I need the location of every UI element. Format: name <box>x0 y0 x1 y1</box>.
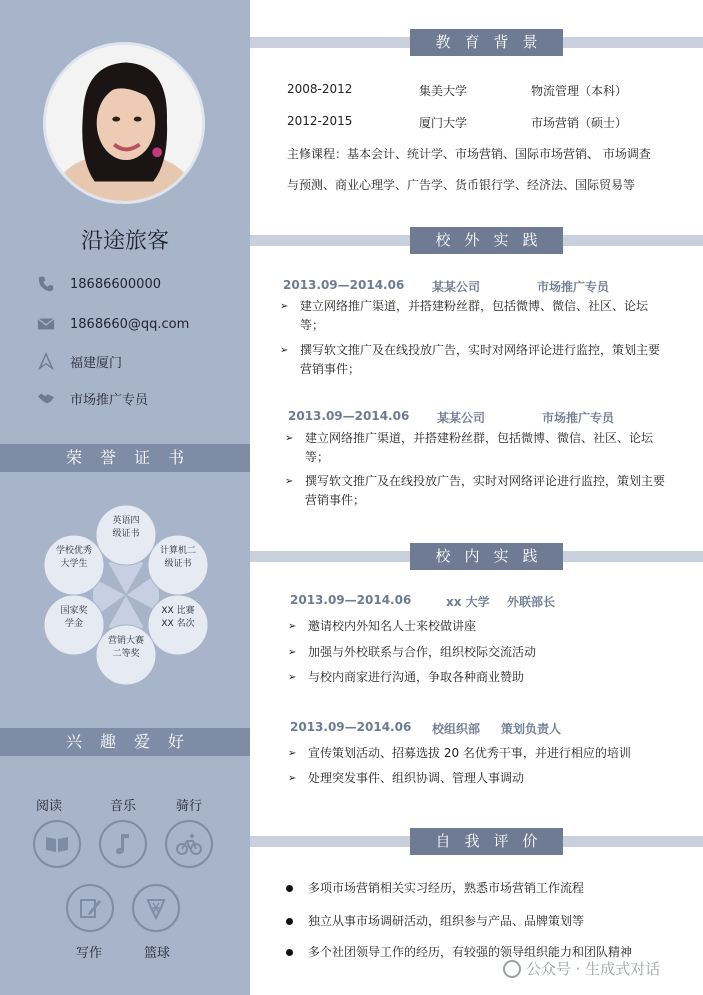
contact-email <box>36 313 189 335</box>
basketball-icon <box>132 884 180 932</box>
cert-scholarship: 国家奖 学金 <box>60 606 88 629</box>
dot-bullet-icon <box>286 885 293 892</box>
mail-icon <box>36 314 56 334</box>
self-item-3: 多个社团领导工作的经历，有较强的领导组织能力和团队精神 <box>308 943 688 962</box>
profile-photo <box>43 42 205 204</box>
hobby-music-label: 音乐 <box>109 799 136 814</box>
edu-school-1: 集美大学 <box>419 84 468 98</box>
arrow-bullet-icon: ➢ <box>285 433 294 444</box>
ext-2-item-1: ➢ 建立网络推广渠道，并搭建粉丝群，包括微博、微信、社区、论坛 等； <box>285 431 654 464</box>
arrow-bullet-icon: ➢ <box>280 345 289 356</box>
self-item-2: 独立从事市场调研活动，组织参与产品、品牌策划等 <box>308 912 688 931</box>
hobbies-heading: 兴趣爱好 <box>0 728 250 756</box>
phone-icon <box>36 274 56 294</box>
contact-location <box>36 350 122 372</box>
arrow-bullet-icon: ➢ <box>288 748 297 759</box>
portrait-illustration <box>46 45 202 201</box>
education-title: 教育背景 <box>410 29 563 56</box>
edu-period-1: 2008-2012 <box>287 82 353 96</box>
watermark-text: 公众号 · 生成式对话 <box>526 960 661 978</box>
dot-bullet-icon <box>286 949 293 956</box>
ext-2-item-2: ➢ 撰写软文推广及在线投放广告，实时对网络评论进行监控，策划主要 营销事件； <box>285 474 666 507</box>
int-1-item-3: ➢ 与校内商家进行沟通，争取各种商业赞助 <box>308 668 688 687</box>
edu-period-2: 2012-2015 <box>287 114 353 128</box>
bicycle-icon <box>165 820 213 868</box>
ext-2-period: 2013.09—2014.06 <box>288 409 410 423</box>
position-text: 市场推广专员 <box>70 392 149 408</box>
watermark <box>503 958 660 979</box>
contact-phone <box>36 273 161 295</box>
int-1-item-2: ➢ 加强与外校联系与合作，组织校际交流活动 <box>308 643 688 662</box>
hobby-reading-label: 阅读 <box>35 799 62 814</box>
ext-1-item-2: ➢ 撰写软文推广及在线投放广告，实时对网络评论进行监控，策划主要 营销事件； <box>280 343 661 376</box>
arrow-bullet-icon: ➢ <box>280 301 289 312</box>
edu-major-1: 物流管理（本科） <box>531 84 628 98</box>
int-1-org: xx 大学 <box>446 595 490 609</box>
education-section-bar <box>250 29 703 56</box>
cert-excellent: 学校优秀 大学生 <box>55 546 92 569</box>
external-section-bar <box>250 227 703 254</box>
cert-marketing: 营销大赛 二等奖 <box>107 636 144 659</box>
arrow-bullet-icon: ➢ <box>288 672 297 683</box>
handshake-icon <box>36 388 56 408</box>
profile-name: 沿途旅客 <box>80 229 169 254</box>
int-1-period: 2013.09—2014.06 <box>290 593 412 607</box>
phone-number: 18686600000 <box>70 276 161 292</box>
arrow-bullet-icon: ➢ <box>288 773 297 784</box>
arrow-bullet-icon: ➢ <box>285 476 294 487</box>
location-text: 福建厦门 <box>70 355 123 371</box>
self-section-bar <box>250 828 703 855</box>
int-2-item-1: ➢ 宣传策划活动、招募选拔 20 名优秀干事，并进行相应的培训 <box>308 744 688 763</box>
self-title: 自我评价 <box>410 828 563 855</box>
edu-major-2: 市场营销（硕士） <box>531 116 628 130</box>
ext-1-item-1: ➢ 建立网络推广渠道，并搭建粉丝群，包括微博、微信、社区、论坛 等； <box>280 299 649 332</box>
dot-bullet-icon <box>286 918 293 925</box>
cert-english: 英语四 级证书 <box>112 516 140 539</box>
email-address: 1868660@qq.com <box>70 316 190 332</box>
int-1-role: 外联部长 <box>507 595 556 609</box>
cert-computer: 计算机二 级证书 <box>159 546 196 569</box>
internal-section-bar <box>250 543 703 570</box>
writing-icon <box>66 884 114 932</box>
ext-2-org: 某某公司 <box>437 411 486 425</box>
sidebar <box>0 0 250 995</box>
hobby-writing-label: 写作 <box>75 946 102 961</box>
self-item-1: 多项市场营销相关实习经历，熟悉市场营销工作流程 <box>308 879 688 898</box>
ext-1-period: 2013.09—2014.06 <box>283 278 405 292</box>
location-arrow-icon <box>36 351 56 371</box>
hobby-basketball-label: 篮球 <box>143 946 170 961</box>
external-title: 校外实践 <box>410 227 563 254</box>
courses-text: 主修课程：基本会计、统计学、市场营销、国际市场营销、 市场调查 与预测、商业心理学、广告学、货币银行学、经济法、国际贸易等 <box>287 147 651 192</box>
cert-contest: XX 比赛 XX 名次 <box>161 606 195 629</box>
hobby-cycling-label: 骑行 <box>175 799 202 814</box>
int-2-period: 2013.09—2014.06 <box>290 720 412 734</box>
arrow-bullet-icon: ➢ <box>288 621 297 632</box>
honors-heading: 荣誉证书 <box>0 444 250 472</box>
ext-1-org: 某某公司 <box>432 280 481 294</box>
book-icon <box>33 820 81 868</box>
int-2-org: 校组织部 <box>432 722 481 736</box>
int-1-item-1: ➢ 邀请校内外知名人士来校做讲座 <box>308 617 688 636</box>
int-2-item-2: ➢ 处理突发事件、组织协调、管理人事调动 <box>308 769 688 788</box>
music-note-icon <box>99 820 147 868</box>
internal-title: 校内实践 <box>410 543 563 570</box>
int-2-role: 策划负责人 <box>501 722 562 736</box>
contact-position <box>36 387 148 409</box>
wechat-icon <box>503 960 521 978</box>
ext-1-role: 市场推广专员 <box>537 280 610 294</box>
ext-2-role: 市场推广专员 <box>542 411 615 425</box>
arrow-bullet-icon: ➢ <box>288 647 297 658</box>
edu-school-2: 厦门大学 <box>419 116 468 130</box>
